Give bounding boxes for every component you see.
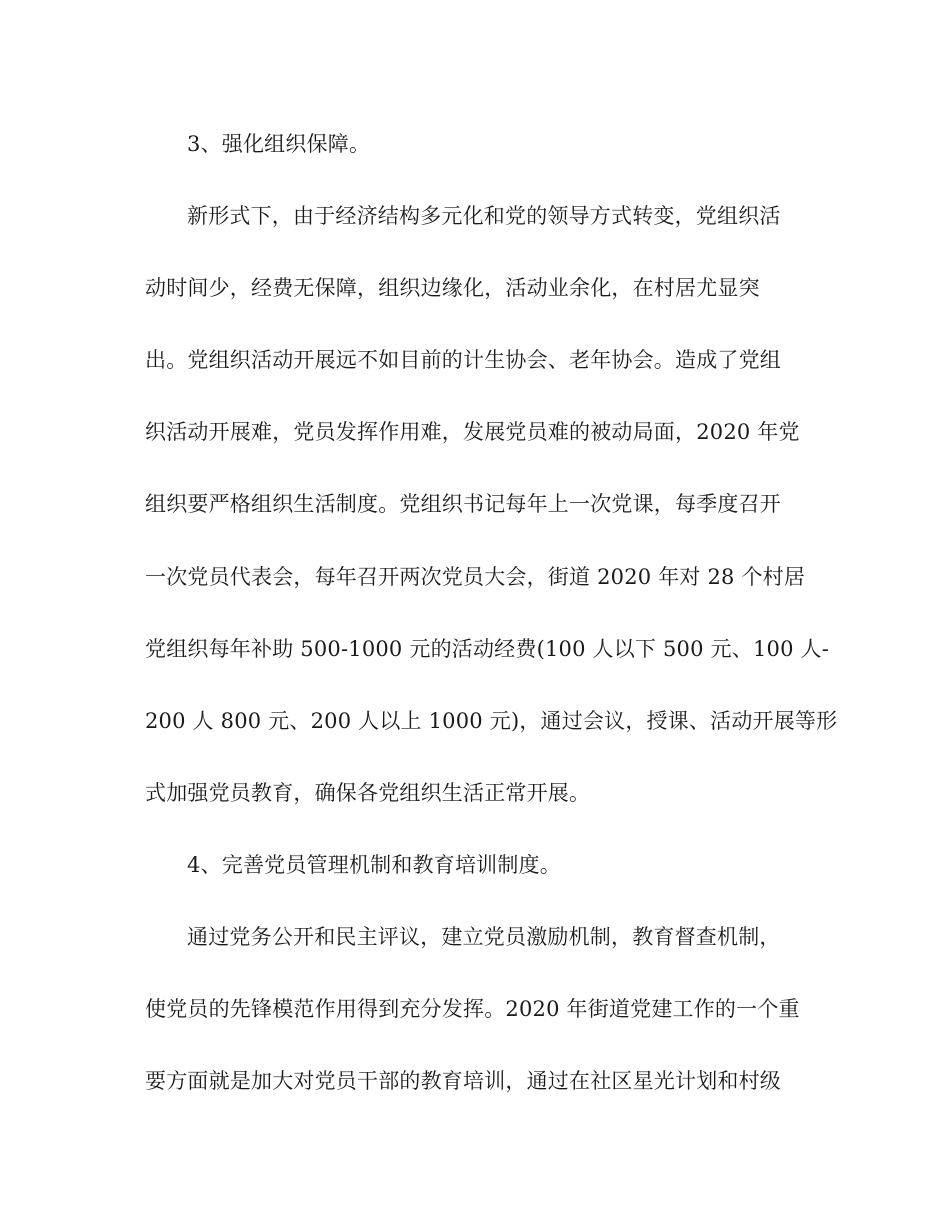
section-heading-3: 3、强化组织保障。 bbox=[187, 132, 371, 156]
paragraph-line: 动时间少，经费无保障，组织边缘化，活动业余化，在村居尤显突 bbox=[145, 276, 760, 300]
paragraph-line: 要方面就是加大对党员干部的教育培训，通过在社区星光计划和村级 bbox=[145, 1069, 781, 1093]
paragraph-line: 新形式下，由于经济结构多元化和党的领导方式转变，党组织活 bbox=[187, 204, 781, 228]
paragraph-line: 织活动开展难，党员发挥作用难，发展党员难的被动局面，2020 年党 bbox=[145, 420, 800, 444]
paragraph-line: 组织要严格组织生活制度。党组织书记每年上一次党课，每季度召开 bbox=[145, 492, 781, 516]
paragraph-line: 通过党务公开和民主评议，建立党员激励机制，教育督查机制， bbox=[187, 925, 781, 949]
paragraph-line: 出。党组织活动开展远不如目前的计生协会、老年协会。造成了党组 bbox=[145, 348, 781, 372]
paragraph-line: 使党员的先锋模范作用得到充分发挥。2020 年街道党建工作的一个重 bbox=[145, 997, 800, 1021]
section-heading-4: 4、完善党员管理机制和教育培训制度。 bbox=[187, 853, 561, 877]
paragraph-line: 式加强党员教育，确保各党组织生活正常开展。 bbox=[145, 781, 591, 805]
paragraph-line: 党组织每年补助 500-1000 元的活动经费(100 人以下 500 元、100 人- bbox=[145, 637, 830, 661]
paragraph-line: 一次党员代表会，每年召开两次党员大会，街道 2020 年对 28 个村居 bbox=[145, 565, 806, 589]
paragraph-line: 200 人 800 元、200 人以上 1000 元)，通过会议，授课、活动开展等形 bbox=[145, 709, 838, 733]
